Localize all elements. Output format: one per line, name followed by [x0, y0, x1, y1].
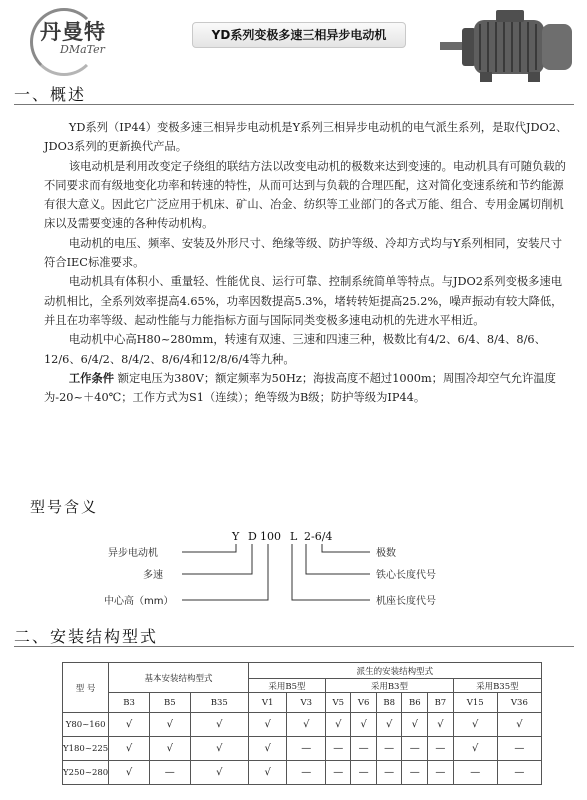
table-cell: —	[497, 737, 541, 761]
table-cell: —	[402, 737, 428, 761]
label-multi-speed: 多速	[143, 570, 163, 581]
working-conditions-label: 工作条件	[68, 371, 115, 385]
label-poles: 极数	[376, 548, 396, 559]
table-cell: √	[149, 737, 190, 761]
table-cell: —	[428, 737, 454, 761]
overview-paragraph: 电动机的电压、频率、安装及外形尺寸、绝缘等级、防护等级、冷却方式均与Y系列相同，安装尺寸符合IEC标准要求。	[44, 236, 563, 270]
table-cell: —	[326, 737, 351, 761]
sub-header-b3: 采用B3型	[326, 679, 454, 693]
table-cell: —	[428, 761, 454, 785]
code-center-height: 100	[260, 530, 281, 543]
model-code-diagram	[0, 506, 587, 616]
table-cell: √	[109, 713, 150, 737]
sub-header-b5: 采用B5型	[248, 679, 325, 693]
table-cell: √	[248, 713, 287, 737]
logo-chinese: 丹曼特	[40, 20, 106, 44]
table-row	[63, 737, 542, 761]
row-model-label: Y250~280	[63, 761, 109, 785]
table-cell: —	[149, 761, 190, 785]
column-header-b7: B7	[428, 693, 454, 713]
section-mounting-title: 二、安装结构型式	[14, 627, 159, 646]
section-overview-title: 一、概述	[14, 85, 87, 104]
table-row	[63, 713, 542, 737]
table-cell: √	[376, 713, 402, 737]
column-header-b8: B8	[376, 693, 402, 713]
label-frame-length: 机座长度代号	[376, 596, 436, 607]
title-banner: YD系列变极多速三相异步电动机	[192, 22, 406, 48]
table-cell: √	[453, 737, 497, 761]
logo-english: DMaTer	[60, 43, 105, 56]
overview-body	[44, 118, 568, 407]
table-cell: √	[190, 713, 248, 737]
label-async-motor: 异步电动机	[108, 548, 158, 559]
model-diagram-svg	[0, 506, 587, 616]
table-cell: √	[248, 737, 287, 761]
table-cell: √	[497, 713, 541, 737]
column-header-b6: B6	[402, 693, 428, 713]
table-cell: √	[453, 713, 497, 737]
code-frame-length: L	[290, 530, 298, 543]
table-cell: √	[149, 713, 190, 737]
table-cell: —	[351, 761, 376, 785]
column-header-b3: B3	[109, 693, 150, 713]
row-model-label: Y180~225	[63, 737, 109, 761]
section-divider	[14, 646, 574, 647]
table-row	[63, 761, 542, 785]
table-cell: —	[376, 737, 402, 761]
derived-group-header: 派生的安装结构型式	[248, 663, 541, 679]
page-header	[0, 0, 587, 80]
code-y: Y	[232, 530, 240, 543]
table-cell: √	[190, 737, 248, 761]
row-model-label: Y80~160	[63, 713, 109, 737]
sub-header-b35: 采用B35型	[453, 679, 541, 693]
table-cell: —	[402, 761, 428, 785]
column-header-v1: V1	[248, 693, 287, 713]
column-header-v5: V5	[326, 693, 351, 713]
mounting-table	[62, 662, 542, 785]
table-cell: √	[287, 713, 326, 737]
table-cell: —	[376, 761, 402, 785]
table-cell: √	[428, 713, 454, 737]
column-header-b5: B5	[149, 693, 190, 713]
working-conditions-paragraph	[44, 369, 568, 408]
label-center-height: 中心高（mm）	[104, 596, 174, 607]
table-cell: —	[326, 761, 351, 785]
column-header-v3: V3	[287, 693, 326, 713]
motor-image	[440, 6, 580, 86]
table-cell: √	[248, 761, 287, 785]
basic-group-header: 基本安装结构型式	[109, 663, 249, 693]
table-cell: —	[453, 761, 497, 785]
working-conditions-text: 额定电压为380V；额定频率为50Hz；海拔高度不超过1000m；周围冷却空气允许温度为-20~＋40℃；工作方式为S1（连续）；绝等级为B级；防护等级为IP44。	[44, 371, 556, 405]
overview-paragraph: 电动机中心高H80~280mm，转速有双速、三速和四速三种，极数比有4/2、6/4、8/4、8/6、12/6、6/4/2、8/4/2、8/6/4和12/8/6/4等九种。	[44, 333, 546, 366]
column-header-v6: V6	[351, 693, 376, 713]
overview-paragraph: 电动机具有体积小、重量轻、性能优良、运行可靠、控制系统简单等特点。与JDO2系列变极多速电动机相比，全系列效率提高4.65%，功率因数提高5.3%，堵转转矩提高25.2%，噪声振动有较大降低，并且在功率等级、起动性能与力能指标方面与国际同类变极多速电动机的先进水平相近。	[44, 275, 563, 327]
overview-paragraph: YD系列（IP44）变极多速三相异步电动机是Y系列三相异步电动机的电气派生系列，是取代JDO2、JDO3系列的更新换代产品。	[44, 121, 568, 154]
table-cell: —	[351, 737, 376, 761]
column-header-b35: B35	[190, 693, 248, 713]
table-cell: —	[287, 737, 326, 761]
code-poles: 2-6/4	[304, 530, 333, 543]
model-meaning-title: 型号含义	[30, 498, 99, 516]
column-header-v36: V36	[497, 693, 541, 713]
overview-paragraph: 该电动机是利用改变定子绕组的联结方法以改变电动机的极数来达到变速的。电动机具有可随负载的不同要求而有级地变化功率和转速的特性，从而可达到与负载的合理匹配，这对简化变速系统和节约能源有很大意义。因此它广泛应用于机床、矿山、冶金、纺织等工业部门的各式万能、组合、专用金属切削机床以及需要变速的各种传动机构。	[44, 159, 566, 231]
label-core-length: 铁心长度代号	[376, 570, 436, 581]
code-d: D	[248, 530, 257, 543]
table-cell: √	[326, 713, 351, 737]
table-cell: √	[351, 713, 376, 737]
table-cell: —	[497, 761, 541, 785]
column-header-v15: V15	[453, 693, 497, 713]
table-cell: √	[109, 737, 150, 761]
table-cell: √	[402, 713, 428, 737]
section-divider	[14, 104, 574, 105]
table-cell: √	[109, 761, 150, 785]
model-header-cell: 型 号	[63, 663, 109, 713]
table-cell: √	[190, 761, 248, 785]
table-cell: —	[287, 761, 326, 785]
